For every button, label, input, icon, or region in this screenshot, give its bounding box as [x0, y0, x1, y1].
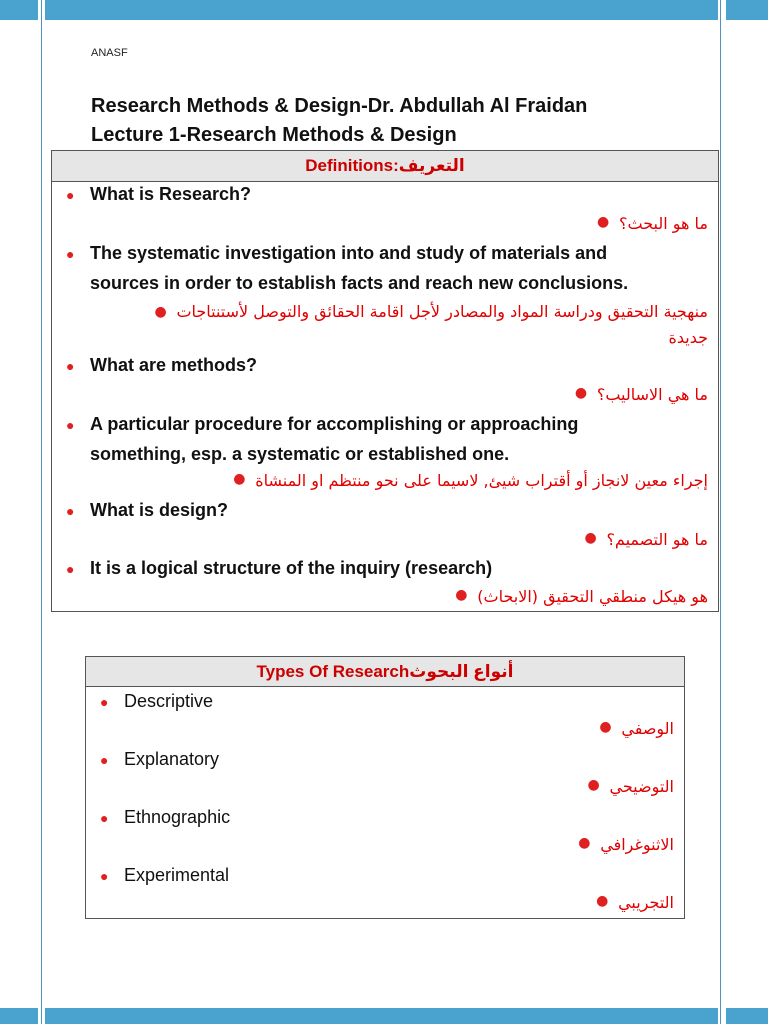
- bullet-icon: ●: [100, 868, 109, 884]
- bullet-icon: ●: [66, 417, 75, 433]
- bullet-icon: ●: [596, 893, 609, 909]
- definitions-heading: Definitions:التعريف: [52, 151, 718, 182]
- definition-answer-research: ● The systematic investigation into and study of materials and sources in order to establish facts and reach new conclusions.: [52, 239, 628, 298]
- type-item-descriptive-ar: الوصفي ●: [599, 719, 674, 738]
- bullet-icon: ●: [66, 187, 75, 203]
- definition-answer-research-ar: منهجية التحقيق ودراسة المواد والمصادر لأجل اقامة الحقائق والتوصل لأستنتاجات ● جديدة: [154, 299, 718, 351]
- definition-question-design: ● What is design?: [66, 500, 229, 520]
- bullet-icon: ●: [66, 246, 75, 262]
- bullet-icon: ●: [578, 835, 591, 851]
- type-item-explanatory: ● Explanatory: [100, 749, 220, 769]
- definition-answer-methods-ar: إجراء معين لانجاز أو أقتراب شيئ, لاسيما على نحو منتظم او المنشاة ●: [233, 471, 708, 490]
- bullet-icon: ●: [154, 304, 167, 320]
- bullet-icon: ●: [587, 777, 600, 793]
- definition-question-methods-ar: ما هي الاساليب؟ ●: [574, 385, 708, 404]
- definition-answer-design-ar: هو هيكل منطقي التحقيق (الابحاث) ●: [455, 587, 708, 606]
- bullet-icon: ●: [66, 503, 75, 519]
- bullet-icon: ●: [100, 694, 109, 710]
- definition-question-research: ● What is Research?: [66, 184, 252, 204]
- bullet-icon: ●: [455, 587, 468, 603]
- bullet-icon: ●: [100, 810, 109, 826]
- bullet-icon: ●: [584, 530, 597, 546]
- bullet-icon: ●: [599, 719, 612, 735]
- brand-label: ANASF: [91, 47, 128, 59]
- right-border-line: [720, 0, 721, 1024]
- bullet-icon: ●: [233, 471, 246, 487]
- bullet-icon: ●: [100, 752, 109, 768]
- top-center-bar: [45, 0, 718, 20]
- bullet-icon: ●: [66, 358, 75, 374]
- lecture-title: Lecture 1-Research Methods & Design: [91, 124, 457, 146]
- top-left-bar: [0, 0, 38, 20]
- bullet-icon: ●: [597, 214, 610, 230]
- definition-answer-methods: ● A particular procedure for accomplishing or approaching something, esp. a systematic or established one.: [52, 410, 578, 469]
- definition-question-research-ar: ما هو البحث؟ ●: [597, 214, 708, 233]
- definition-answer-design: ● It is a logical structure of the inquiry (research): [66, 558, 493, 578]
- document-title: Research Methods & Design-Dr. Abdullah Al Fraidan: [91, 95, 588, 117]
- types-box: [85, 656, 685, 919]
- type-item-explanatory-ar: التوضيحي ●: [587, 777, 674, 796]
- types-heading: Types Of Researchأنواع البحوث: [86, 657, 684, 687]
- bottom-left-bar: [0, 1008, 38, 1024]
- bottom-center-bar: [45, 1008, 718, 1024]
- type-item-ethnographic: ● Ethnographic: [100, 807, 231, 827]
- definition-question-methods: ● What are methods?: [66, 355, 258, 375]
- type-item-experimental-ar: التجريبي ●: [596, 893, 674, 912]
- type-item-descriptive: ● Descriptive: [100, 691, 214, 711]
- bullet-icon: ●: [66, 561, 75, 577]
- bottom-right-bar: [726, 1008, 768, 1024]
- left-border-line: [41, 0, 42, 1024]
- definitions-box: [51, 150, 719, 612]
- type-item-experimental: ● Experimental: [100, 865, 230, 885]
- top-right-bar: [726, 0, 768, 20]
- definition-question-design-ar: ما هو التصميم؟ ●: [584, 530, 708, 549]
- type-item-ethnographic-ar: الاثنوغرافي ●: [578, 835, 674, 854]
- bullet-icon: ●: [574, 385, 588, 401]
